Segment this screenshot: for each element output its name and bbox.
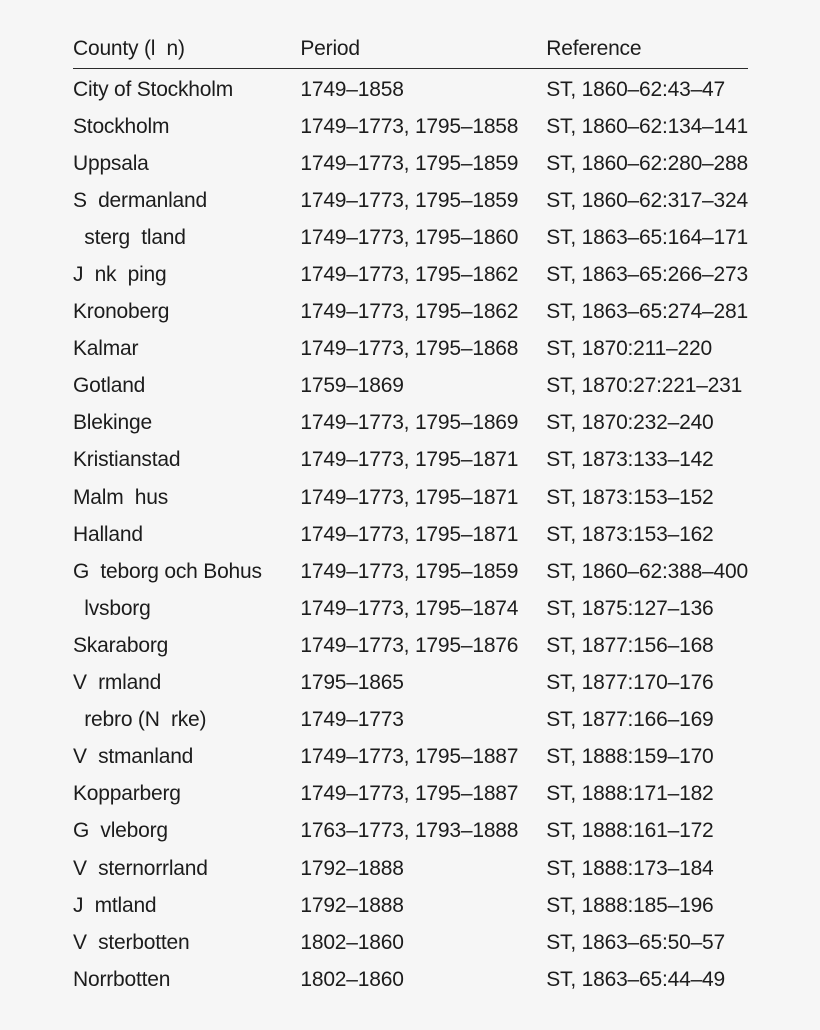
reference-cell: ST, 1863–65:44–49 bbox=[546, 967, 726, 991]
table-row bbox=[73, 590, 748, 627]
county-cell: V stmanland bbox=[73, 745, 194, 769]
table-row bbox=[73, 108, 748, 145]
reference-cell: ST, 1877:166–169 bbox=[546, 708, 714, 732]
county-cell: Kalmar bbox=[73, 337, 139, 361]
period-cell: 1749–1773, 1795–1887 bbox=[300, 782, 519, 806]
period-cell: 1749–1773, 1795–1871 bbox=[300, 485, 519, 509]
reference-cell: ST, 1860–62:134–141 bbox=[546, 114, 748, 138]
period-cell: 1749–1773, 1795–1874 bbox=[300, 596, 519, 620]
county-cell: Kronoberg bbox=[73, 300, 170, 324]
table-row bbox=[73, 665, 748, 702]
reference-cell: ST, 1863–65:164–171 bbox=[546, 225, 748, 249]
period-cell: 1749–1773, 1795–1858 bbox=[300, 114, 519, 138]
reference-cell: ST, 1860–62:388–400 bbox=[546, 559, 748, 583]
county-cell: sterg tland bbox=[73, 225, 186, 249]
period-cell: 1802–1860 bbox=[300, 967, 404, 991]
county-cell: Stockholm bbox=[73, 114, 170, 138]
period-cell: 1749–1773, 1795–1869 bbox=[300, 411, 519, 435]
period-cell: 1749–1773, 1795–1871 bbox=[300, 522, 519, 546]
reference-cell: ST, 1875:127–136 bbox=[546, 596, 714, 620]
table-row bbox=[73, 813, 748, 850]
reference-cell: ST, 1860–62:280–288 bbox=[546, 151, 748, 175]
county-cell: Kopparberg bbox=[73, 782, 181, 806]
table-row bbox=[73, 182, 748, 219]
header-row bbox=[73, 30, 748, 69]
reference-cell: ST, 1870:232–240 bbox=[546, 411, 714, 435]
period-cell: 1749–1773, 1795–1871 bbox=[300, 448, 519, 472]
reference-cell: ST, 1863–65:50–57 bbox=[546, 930, 726, 954]
table-row bbox=[73, 145, 748, 182]
county-cell: V sternorrland bbox=[73, 856, 208, 880]
table-row bbox=[73, 405, 748, 442]
table-row bbox=[73, 961, 748, 998]
period-cell: 1763–1773, 1793–1888 bbox=[300, 819, 519, 843]
period-cell: 1802–1860 bbox=[300, 930, 404, 954]
county-reference-table bbox=[73, 30, 748, 998]
reference-cell: ST, 1888:171–182 bbox=[546, 782, 714, 806]
table-row bbox=[73, 516, 748, 553]
county-cell: Malm hus bbox=[73, 485, 169, 509]
reference-cell: ST, 1873:133–142 bbox=[546, 448, 714, 472]
county-cell: lvsborg bbox=[73, 596, 151, 620]
reference-cell: ST, 1888:161–172 bbox=[546, 819, 714, 843]
county-cell: G vleborg bbox=[73, 819, 168, 843]
reference-cell: ST, 1860–62:43–47 bbox=[546, 77, 726, 101]
reference-cell: ST, 1888:173–184 bbox=[546, 856, 714, 880]
period-cell: 1749–1773, 1795–1859 bbox=[300, 151, 519, 175]
county-cell: Gotland bbox=[73, 374, 146, 398]
table-row bbox=[73, 776, 748, 813]
period-cell: 1749–1773, 1795–1887 bbox=[300, 745, 519, 769]
county-cell: G teborg och Bohus bbox=[73, 559, 262, 583]
table-row bbox=[73, 219, 748, 256]
reference-cell: ST, 1870:211–220 bbox=[546, 337, 712, 361]
county-cell: S dermanland bbox=[73, 188, 207, 212]
table-row bbox=[73, 553, 748, 590]
table-row bbox=[73, 702, 748, 739]
period-cell: 1749–1773, 1795–1876 bbox=[300, 633, 519, 657]
table-row bbox=[73, 256, 748, 293]
county-cell: Kristianstad bbox=[73, 448, 181, 472]
period-cell: 1749–1773, 1795–1859 bbox=[300, 559, 519, 583]
reference-cell: ST, 1870:27:221–231 bbox=[546, 374, 743, 398]
reference-cell: ST, 1860–62:317–324 bbox=[546, 188, 748, 212]
period-cell: 1749–1773, 1795–1859 bbox=[300, 188, 519, 212]
period-cell: 1749–1773, 1795–1860 bbox=[300, 225, 519, 249]
county-cell: V sterbotten bbox=[73, 930, 190, 954]
county-cell: Skaraborg bbox=[73, 633, 169, 657]
period-cell: 1749–1773, 1795–1862 bbox=[300, 300, 519, 324]
column-header-period: Period bbox=[300, 37, 360, 60]
reference-cell: ST, 1877:170–176 bbox=[546, 671, 714, 695]
period-cell: 1749–1773, 1795–1868 bbox=[300, 337, 519, 361]
column-header-reference: Reference bbox=[546, 37, 642, 60]
table-row bbox=[73, 850, 748, 887]
reference-cell: ST, 1873:153–152 bbox=[546, 485, 714, 509]
reference-cell: ST, 1877:156–168 bbox=[546, 633, 714, 657]
county-cell: Uppsala bbox=[73, 151, 149, 175]
county-cell: J mtland bbox=[73, 893, 157, 917]
period-cell: 1749–1773, 1795–1862 bbox=[300, 263, 519, 287]
county-cell: Norrbotten bbox=[73, 967, 171, 991]
period-cell: 1749–1858 bbox=[300, 77, 404, 101]
table-row bbox=[73, 368, 748, 405]
reference-cell: ST, 1888:185–196 bbox=[546, 893, 714, 917]
table-row bbox=[73, 294, 748, 331]
table-row bbox=[73, 442, 748, 479]
county-cell: V rmland bbox=[73, 671, 162, 695]
period-cell: 1749–1773 bbox=[300, 708, 404, 732]
period-cell: 1792–1888 bbox=[300, 893, 404, 917]
table-row bbox=[73, 739, 748, 776]
table-row bbox=[73, 331, 748, 368]
county-cell: Halland bbox=[73, 522, 143, 546]
table-row bbox=[73, 887, 748, 924]
column-header-county: County (l n) bbox=[73, 37, 185, 60]
table-row bbox=[73, 69, 748, 109]
county-cell: Blekinge bbox=[73, 411, 152, 435]
county-cell: J nk ping bbox=[73, 263, 167, 287]
reference-cell: ST, 1863–65:266–273 bbox=[546, 263, 748, 287]
table-body bbox=[73, 69, 748, 999]
county-cell: rebro (N rke) bbox=[73, 708, 207, 732]
table-row bbox=[73, 924, 748, 961]
reference-cell: ST, 1888:159–170 bbox=[546, 745, 714, 769]
table-header bbox=[73, 30, 748, 69]
period-cell: 1759–1869 bbox=[300, 374, 404, 398]
county-cell: City of Stockholm bbox=[73, 77, 233, 101]
table-row bbox=[73, 627, 748, 664]
period-cell: 1795–1865 bbox=[300, 671, 404, 695]
reference-cell: ST, 1863–65:274–281 bbox=[546, 300, 748, 324]
table-row bbox=[73, 479, 748, 516]
reference-cell: ST, 1873:153–162 bbox=[546, 522, 714, 546]
period-cell: 1792–1888 bbox=[300, 856, 404, 880]
